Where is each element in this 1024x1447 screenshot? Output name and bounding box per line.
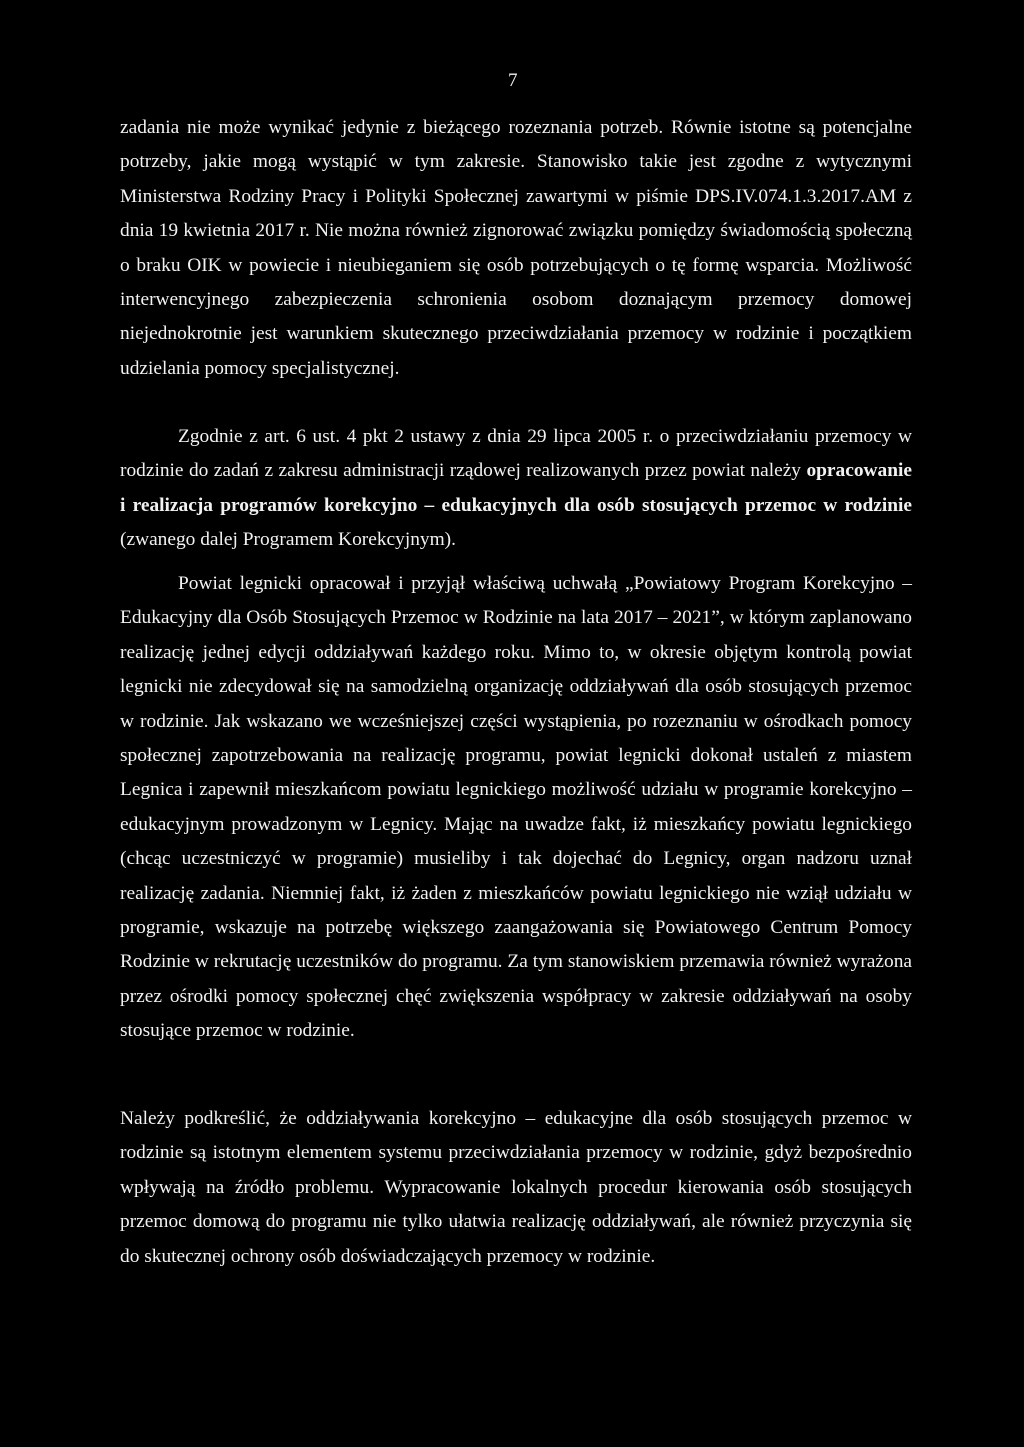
page-number: 7 bbox=[508, 70, 518, 91]
paragraph-legal-basis-end: (zwanego dalej Programem Korekcyjnym). bbox=[120, 529, 456, 551]
paragraph-county-program: Powiat legnicki opracował i przyjął właściwą uchwałą „Powiatowy Program Korekcyjno – Edukacyjny dla Osób Stosujących Przemoc w Rodzinie na lata 2017 – 2021”, w którym zaplanowano realizację jednej edycji oddziaływań każdego roku. Mimo to, w okresie objętym kontrolą powiat legnicki nie zdecydował się na samodzielną organizację oddziaływań dla osób stosujących przemoc w rodzinie. Jak wskazano we wcześniejszej części wystąpienia, po rozeznaniu w ośrodkach pomocy społecznej zapotrzebowania na realizację programu, powiat legnicki dokonał ustaleń z miastem Legnica i zapewnił mieszkańcom powiatu legnickiego możliwość udziału w programie korekcyjno – edukacyjnym prowadzonym w Legnicy. Mając na uwadze fakt, iż mieszkańcy powiatu legnickiego (chcąc uczestniczyć w programie) musieliby i tak dojechać do Legnicy, organ nadzoru uznał realizację zadania. Niemniej fakt, iż żaden z mieszkańców powiatu legnickiego nie wziął udziału w programie, wskazuje na potrzebę większego zaangażowania się Powiatowego Centrum Pomocy Rodzinie w rekrutację uczestników do programu. Za tym stanowiskiem przemawia również wyrażona przez ośrodki pomocy społecznej chęć zwiększenia współpracy w zakresie oddziaływań na osoby stosujące przemoc w rodzinie. bbox=[120, 573, 912, 1042]
paragraph-continuation: zadania nie może wynikać jedynie z bieżącego rozeznania potrzeb. Równie istotne są potencjalne potrzeby, jakie mogą wystąpić w tym zakresie. Stanowisko takie jest zgodne z wytycznymi Ministerstwa Rodziny Pracy i Polityki Społecznej zawartymi w piśmie DPS.IV.074.1.3.2017.AM z dnia 19 kwietnia 2017 r. Nie można również zignorować związku pomiędzy świadomością społeczną o braku OIK w powiecie i nieubieganiem się osób potrzebujących o tę formę wsparcia. Możliwość interwencyjnego zabezpieczenia schronienia osobom doznającym przemocy domowej niejednokrotnie jest warunkiem skutecznego przeciwdziałania przemocy w rodzinie i początkiem udzielania pomocy specjalistycznej. bbox=[120, 117, 912, 379]
paragraph-conclusion: Należy podkreślić, że oddziaływania korekcyjno – edukacyjne dla osób stosujących przemoc w rodzinie są istotnym elementem systemu przeciwdziałania przemocy w rodzinie, gdyż bezpośrednio wpływają na źródło problemu. Wypracowanie lokalnych procedur kierowania osób stosujących przemoc domową do programu nie tylko ułatwia realizację oddziaływań, ale również przyczynia się do skutecznej ochrony osób doświadczających przemocy w rodzinie. bbox=[120, 1108, 912, 1267]
paragraph-legal-basis-bold: opracowanie i realizacja programów korekcyjno – edukacyjnych dla osób stosujących przemoc w rodzinie bbox=[120, 460, 912, 516]
paragraph-legal-basis-intro: Zgodnie z art. 6 ust. 4 pkt 2 ustawy z dnia 29 lipca 2005 r. o przeciwdziałaniu przemocy w rodzinie do zadań z zakresu administracji rządowej realizowanych przez powiat należy bbox=[120, 426, 912, 482]
paragraph-legal-basis bbox=[120, 420, 912, 558]
